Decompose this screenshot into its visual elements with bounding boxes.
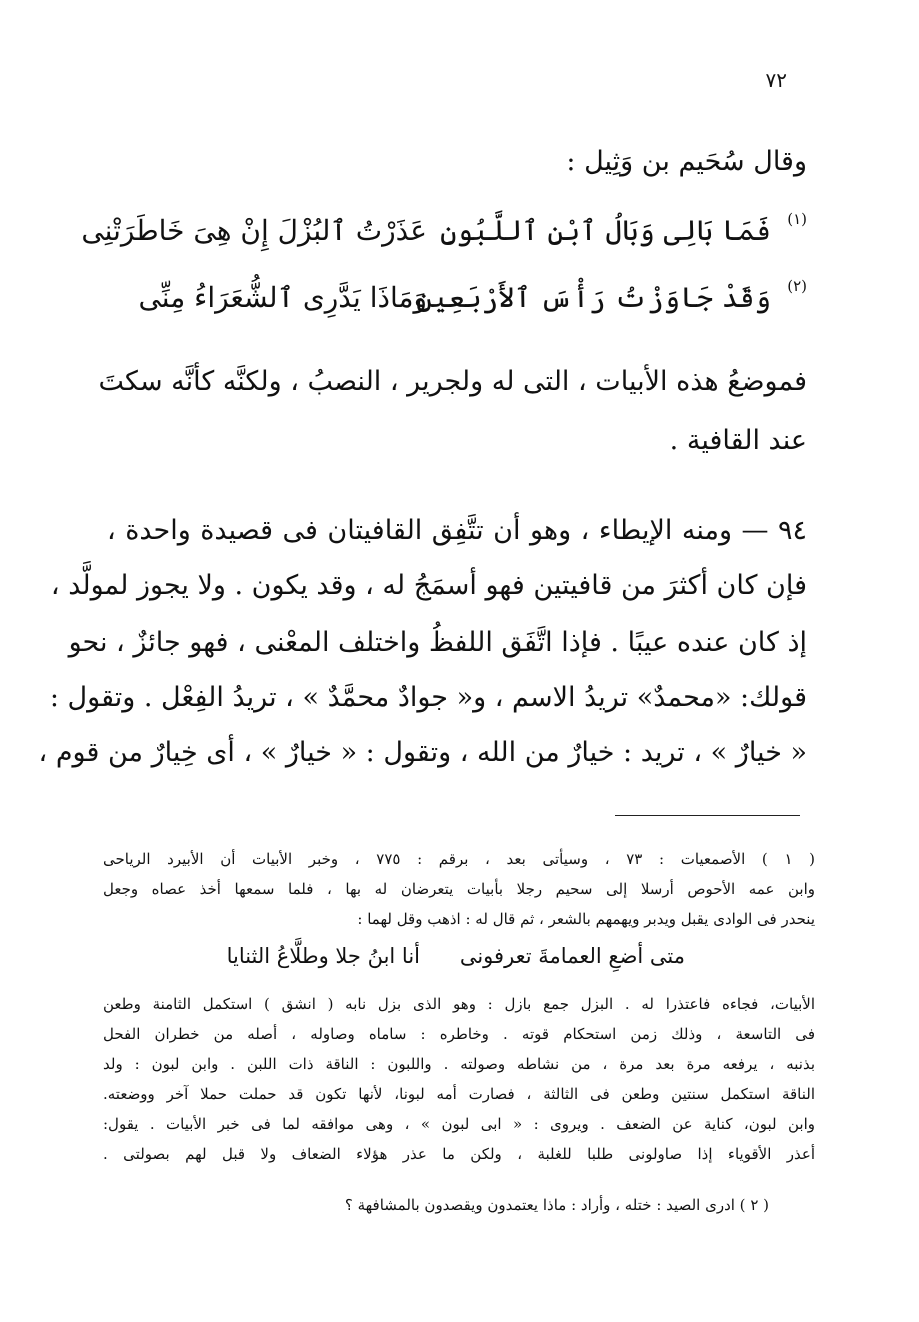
footnote-line: ( ٢ ) ادرى الصيد : ختله ، وأراد : ماذا يعتمدون ويقصدون بالمشافهة ؟	[344, 1196, 769, 1214]
paragraph-line: ٩٤ — ومنه الإيطاء ، وهو أن تتَّفِق القافيتان فى قصيدة واحدة ،	[107, 515, 807, 546]
verse-hemistich: أنا ابنُ جلا وطلَّاعُ الثنايا	[226, 944, 420, 968]
footnote-line: فى التاسعة ، وذلك زمن استحكام قوته . وخاطره : ساماه وصاوله ، أصله من خطران الفحل	[103, 1025, 815, 1043]
verse-hemistich: فَمَا بَالِى وَبَالُ ٱبْنِ ٱللَّبُونِ	[440, 214, 771, 247]
paragraph-line: قولك: «محمدٌ» تريدُ الاسم ، و« جوادٌ محمَّدٌ » ، تريدُ الفِعْل . وتقول :	[49, 682, 807, 713]
paragraph-line: إذ كان عنده عيبًا . فإذا اتَّفَق اللفظُ واختلف المعْنى ، فهو جائزٌ ، نحو	[68, 627, 807, 658]
verse-hemistich: متى أضعِ العمامةَ تعرفونى	[459, 944, 685, 968]
footnote-line: ( ١ ) الأصمعيات : ٧٣ ، وسيأتى بعد ، برقم : ٧٧٥ ، وخبر الأبيات أن الأبيرد الرياحى	[103, 850, 816, 868]
verse-intro: وقال سُحَيم بن وَثِيل :	[566, 146, 807, 177]
footnote-line: أعذر الأقوياء إذا صاولونى طلبا للغلبة ، ولكن ما عذر هؤلاء الضعاف ولا قبل لهم بصولتى .	[103, 1145, 815, 1163]
footnote-line: ينحدر فى الوادى يقبل ويدبر ويهمهم بالشعر ، ثم قال له : اذهب وقل لهما :	[357, 910, 815, 928]
verse-hemistich: وَمَاذَا يَدَّرِى ٱلشُّعَرَاءُ مِنِّى	[138, 281, 427, 314]
footnote-marker: (١)	[787, 210, 807, 228]
footnote-separator	[615, 815, 800, 816]
paragraph-line: « خيارٌ » ، تريد : خيارٌ من الله ، وتقول : « خيارٌ » ، أى خِيارٌ من قوم ،	[38, 737, 807, 768]
footnote-line: وابن عمه الأحوص أرسلا إلى سحيم رجلا بأبيات يتعرضان له بها ، فلما سمعها أخذ عصاه وجعل	[103, 880, 815, 898]
page-number: ٧٢	[765, 68, 787, 92]
footnote-marker: (٢)	[787, 277, 807, 295]
footnote-line: وابن لبون، كناية عن الضعف . ويروى : « ابى لبون » ، وهى موافقه لما فى خبر الأبيات . يقول:	[103, 1115, 815, 1133]
footnote-line: بذنبه ، يرفعه مرة بعد مرة ، من نشاطه وصولته . واللبون : الناقة ذات اللبن . وابن لبون : ولد	[103, 1055, 815, 1073]
paragraph-line: فموضعُ هذه الأبيات ، التى له ولجرير ، النصبُ ، ولكنَّه كأنَّه سكتَ	[98, 366, 807, 397]
footnote-line: الأبيات، فجاءه فاعتذرا له . البزل جمع بازل : وهو الذى بزل نابه ( انشق ) استكمل الثامنة وطعن	[103, 995, 815, 1013]
verse-hemistich: وَقَدْ جَاوَزْتُ رَأْسَ ٱلأَرْبَعِينِ	[416, 281, 771, 314]
footnote-line: الناقة استكمل سنتين وطعن فى الثالثة ، فصارت أمه لبونا، لأنها تكون قد حملت حملا آخر ووضعته.	[103, 1085, 815, 1103]
paragraph-line: عند القافية .	[669, 425, 807, 456]
paragraph-line: فإن كان أكثرَ من قافيتين فهو أسمَجُ له ، وقد يكون . ولا يجوز لمولَّد ،	[50, 570, 807, 601]
verse-hemistich: عَذَرْتُ ٱلبُزْلَ إِنْ هِىَ خَاطَرَتْنِى	[81, 214, 427, 247]
